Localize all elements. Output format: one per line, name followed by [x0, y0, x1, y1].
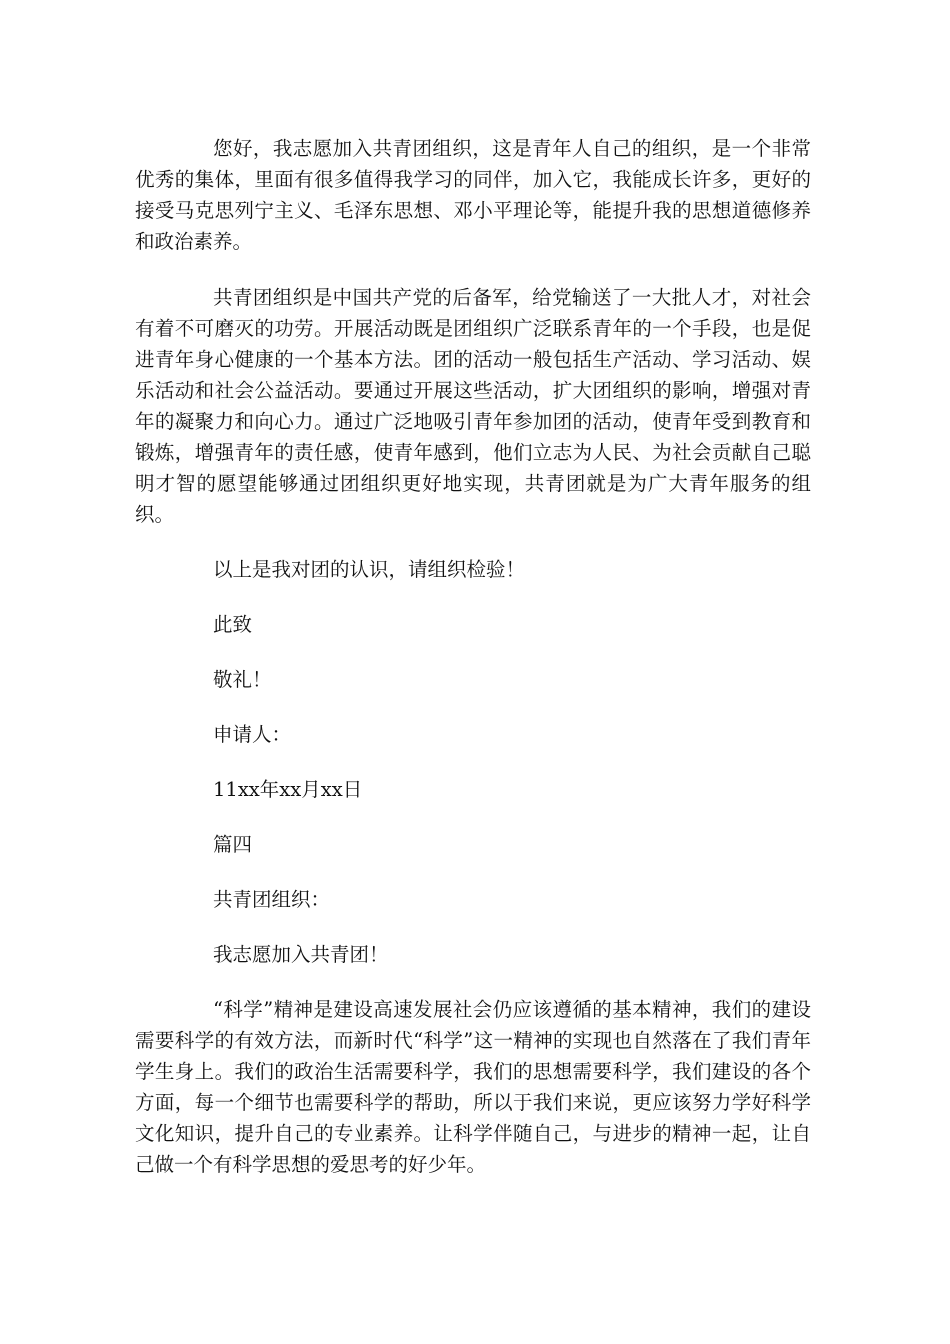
document-body — [135, 133, 811, 1180]
closing-statement: 以上是我对团的认识，请组织检验！ — [213, 558, 526, 581]
addressee: 共青团组织： — [213, 888, 331, 911]
paragraph-science: “科学”精神是建设高速发展社会仍应该遵循的基本精神，我们的建设需要科学的有效方法，而新时代“科学”这一精神的实现也自然落在了我们青年学生身上。我们的政治生活需要科学，我们的思想需要科学，我们建设的各个方面，每一个细节也需要科学的帮助，所以于我们来说，更应该努力学好科学文化知识，提升自己的专业素养。让科学伴随自己，与进步的精神一起，让自己做一个有科学思想的爱思考的好少年。 — [135, 998, 811, 1176]
section-heading: 篇四 — [213, 833, 253, 856]
declaration: 我志愿加入共青团！ — [213, 943, 389, 966]
paragraph-league-role: 共青团组织是中国共产党的后备军，给党输送了一大批人才，对社会有着不可磨灭的功劳。开展活动既是团组织广泛联系青年的一个手段，也是促进青年身心健康的一个基本方法。团的活动一般包括生产活动、学习活动、娱乐活动和社会公益活动。要通过开展这些活动，扩大团组织的影响，增强对青年的凝聚力和向心力。通过广泛地吸引青年参加团的活动，使青年受到教育和锻炼，增强青年的责任感，使青年感到，他们立志为人民、为社会贡献自己聪明才智的愿望能够通过团组织更好地实现，共青团就是为广大青年服务的组织。 — [135, 286, 811, 526]
date-line: 11xx年xx月xx日 — [213, 778, 363, 801]
salutation-cizhi: 此致 — [213, 613, 253, 636]
paragraph-intro: 您好，我志愿加入共青团组织，这是青年人自己的组织，是一个非常优秀的集体，里面有很多值得我学习的同伴，加入它，我能成长许多，更好的接受马克思列宁主义、毛泽东思想、邓小平理论等，能提升我的思想道德修养和政治素养。 — [135, 137, 811, 253]
salutation-jingli: 敬礼！ — [213, 668, 272, 691]
applicant-label: 申请人： — [213, 723, 292, 746]
